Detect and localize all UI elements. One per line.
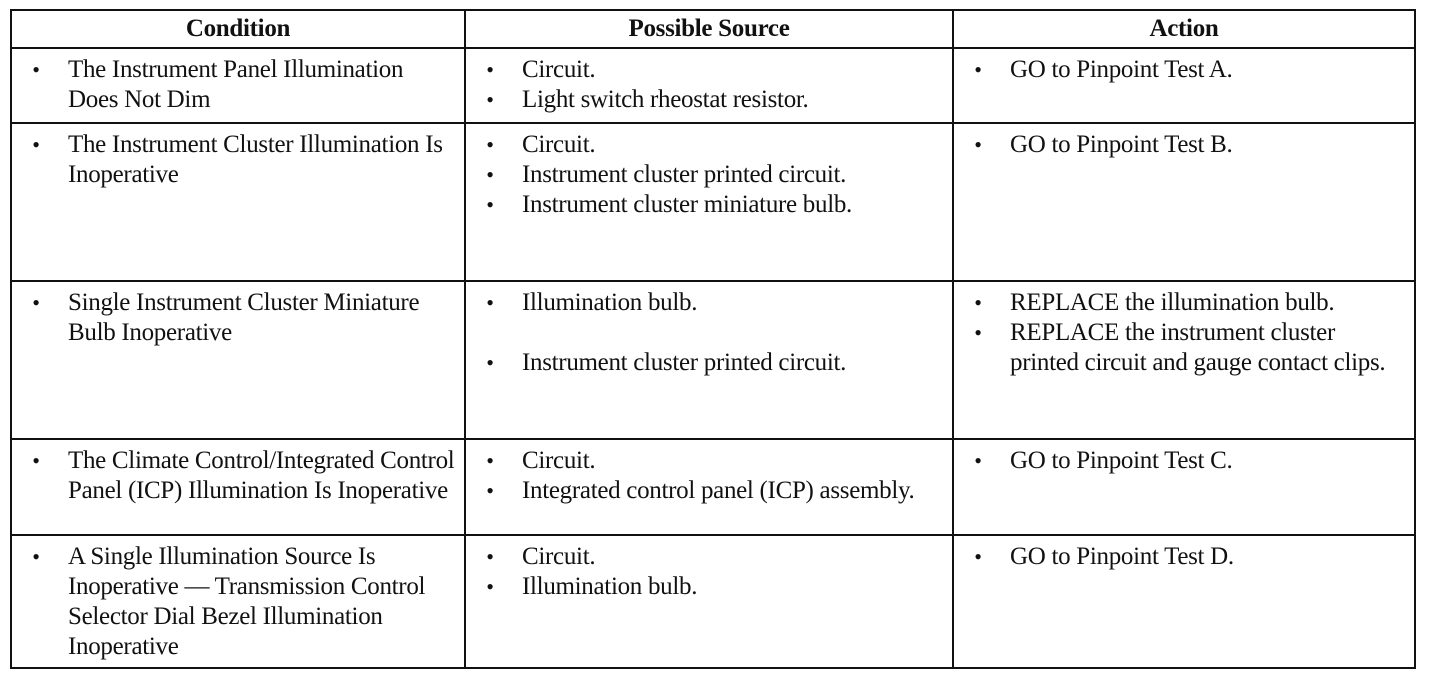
header-action: Action bbox=[953, 10, 1415, 48]
bullet-icon: • bbox=[974, 131, 982, 157]
bullet-icon: • bbox=[974, 320, 982, 345]
list-item bbox=[954, 446, 1406, 476]
condition-cell bbox=[11, 48, 465, 123]
diagnosis-table bbox=[10, 9, 1416, 669]
bullet-icon: • bbox=[486, 543, 494, 569]
list-item bbox=[466, 348, 944, 378]
condition-cell bbox=[11, 123, 465, 281]
bullet-icon: • bbox=[32, 543, 40, 569]
list-item bbox=[466, 572, 944, 602]
condition-text: A Single Illumination Source Is Inoperative — Transmission Control Selector Dial Bezel Illumination Inoperative bbox=[68, 542, 426, 660]
list-item bbox=[466, 476, 944, 506]
bullet-icon: • bbox=[32, 448, 40, 474]
bullet-icon: • bbox=[974, 57, 982, 82]
header-possible-source: Possible Source bbox=[465, 10, 953, 48]
action-cell bbox=[953, 281, 1415, 439]
list-item bbox=[466, 85, 944, 115]
action-cell bbox=[953, 439, 1415, 535]
action-text: GO to Pinpoint Test C. bbox=[1010, 447, 1233, 475]
condition-cell bbox=[11, 535, 465, 668]
source-cell bbox=[465, 281, 953, 439]
list-item bbox=[954, 542, 1406, 572]
action-text: REPLACE the illumination bulb. bbox=[1010, 289, 1335, 316]
source-text: Illumination bulb. bbox=[522, 289, 698, 316]
bullet-icon: • bbox=[32, 290, 40, 315]
list-item bbox=[12, 55, 456, 115]
list-item bbox=[466, 190, 944, 220]
source-text: Instrument cluster printed circuit. bbox=[522, 160, 847, 188]
action-cell bbox=[953, 123, 1415, 281]
bullet-icon: • bbox=[486, 191, 494, 217]
bullet-icon: • bbox=[32, 57, 40, 82]
list-item bbox=[12, 288, 456, 348]
bullet-icon: • bbox=[32, 131, 40, 157]
list-item bbox=[466, 542, 944, 572]
action-text: GO to Pinpoint Test B. bbox=[1010, 130, 1233, 158]
condition-text: The Instrument Panel Illumination Does Not Dim bbox=[68, 56, 404, 113]
list-item bbox=[954, 55, 1406, 85]
header-condition: Condition bbox=[11, 10, 465, 48]
action-text: GO to Pinpoint Test A. bbox=[1010, 56, 1233, 83]
source-text: Instrument cluster printed circuit. bbox=[522, 349, 847, 376]
bullet-icon: • bbox=[974, 290, 982, 315]
bullet-icon: • bbox=[486, 350, 494, 375]
list-item bbox=[12, 542, 456, 662]
source-text: Instrument cluster miniature bulb. bbox=[522, 190, 852, 218]
source-cell bbox=[465, 535, 953, 668]
header-row bbox=[11, 10, 1415, 48]
condition-text: The Climate Control/Integrated Control Panel (ICP) Illumination Is Inoperative bbox=[68, 447, 455, 505]
list-item bbox=[954, 288, 1406, 318]
source-text: Circuit. bbox=[522, 447, 596, 475]
condition-text: Single Instrument Cluster Miniature Bulb Inoperative bbox=[68, 289, 420, 346]
source-text: Integrated control panel (ICP) assembly. bbox=[522, 477, 915, 505]
condition-text: The Instrument Cluster Illumination Is Inoperative bbox=[68, 130, 443, 188]
list-item bbox=[12, 446, 456, 506]
bullet-icon: • bbox=[486, 573, 494, 599]
bullet-icon: • bbox=[974, 543, 982, 569]
bullet-icon: • bbox=[486, 161, 494, 187]
table-row bbox=[11, 535, 1415, 668]
list-item bbox=[12, 130, 456, 190]
condition-cell bbox=[11, 281, 465, 439]
bullet-icon: • bbox=[486, 131, 494, 157]
table-row bbox=[11, 439, 1415, 535]
list-item bbox=[954, 318, 1406, 378]
bullet-icon: • bbox=[486, 290, 494, 315]
source-cell bbox=[465, 48, 953, 123]
source-cell bbox=[465, 439, 953, 535]
bullet-icon: • bbox=[486, 448, 494, 474]
list-item bbox=[466, 55, 944, 85]
list-item bbox=[466, 130, 944, 160]
table-row bbox=[11, 123, 1415, 281]
action-text: REPLACE the instrument cluster printed circuit and gauge contact clips. bbox=[1010, 319, 1386, 376]
table-row bbox=[11, 48, 1415, 123]
source-text: Circuit. bbox=[522, 542, 596, 570]
bullet-icon: • bbox=[974, 448, 982, 474]
action-cell bbox=[953, 48, 1415, 123]
source-cell bbox=[465, 123, 953, 281]
source-text: Circuit. bbox=[522, 130, 596, 158]
action-cell bbox=[953, 535, 1415, 668]
table-row bbox=[11, 281, 1415, 439]
action-text: GO to Pinpoint Test D. bbox=[1010, 542, 1234, 570]
bullet-icon: • bbox=[486, 478, 494, 504]
list-item bbox=[466, 288, 944, 318]
bullet-icon: • bbox=[486, 57, 494, 82]
list-item bbox=[466, 160, 944, 190]
source-text: Circuit. bbox=[522, 56, 596, 83]
condition-cell bbox=[11, 439, 465, 535]
list-item bbox=[954, 130, 1406, 160]
list-item bbox=[466, 446, 944, 476]
source-text: Illumination bulb. bbox=[522, 572, 698, 600]
source-text: Light switch rheostat resistor. bbox=[522, 86, 809, 113]
bullet-icon: • bbox=[486, 87, 494, 112]
